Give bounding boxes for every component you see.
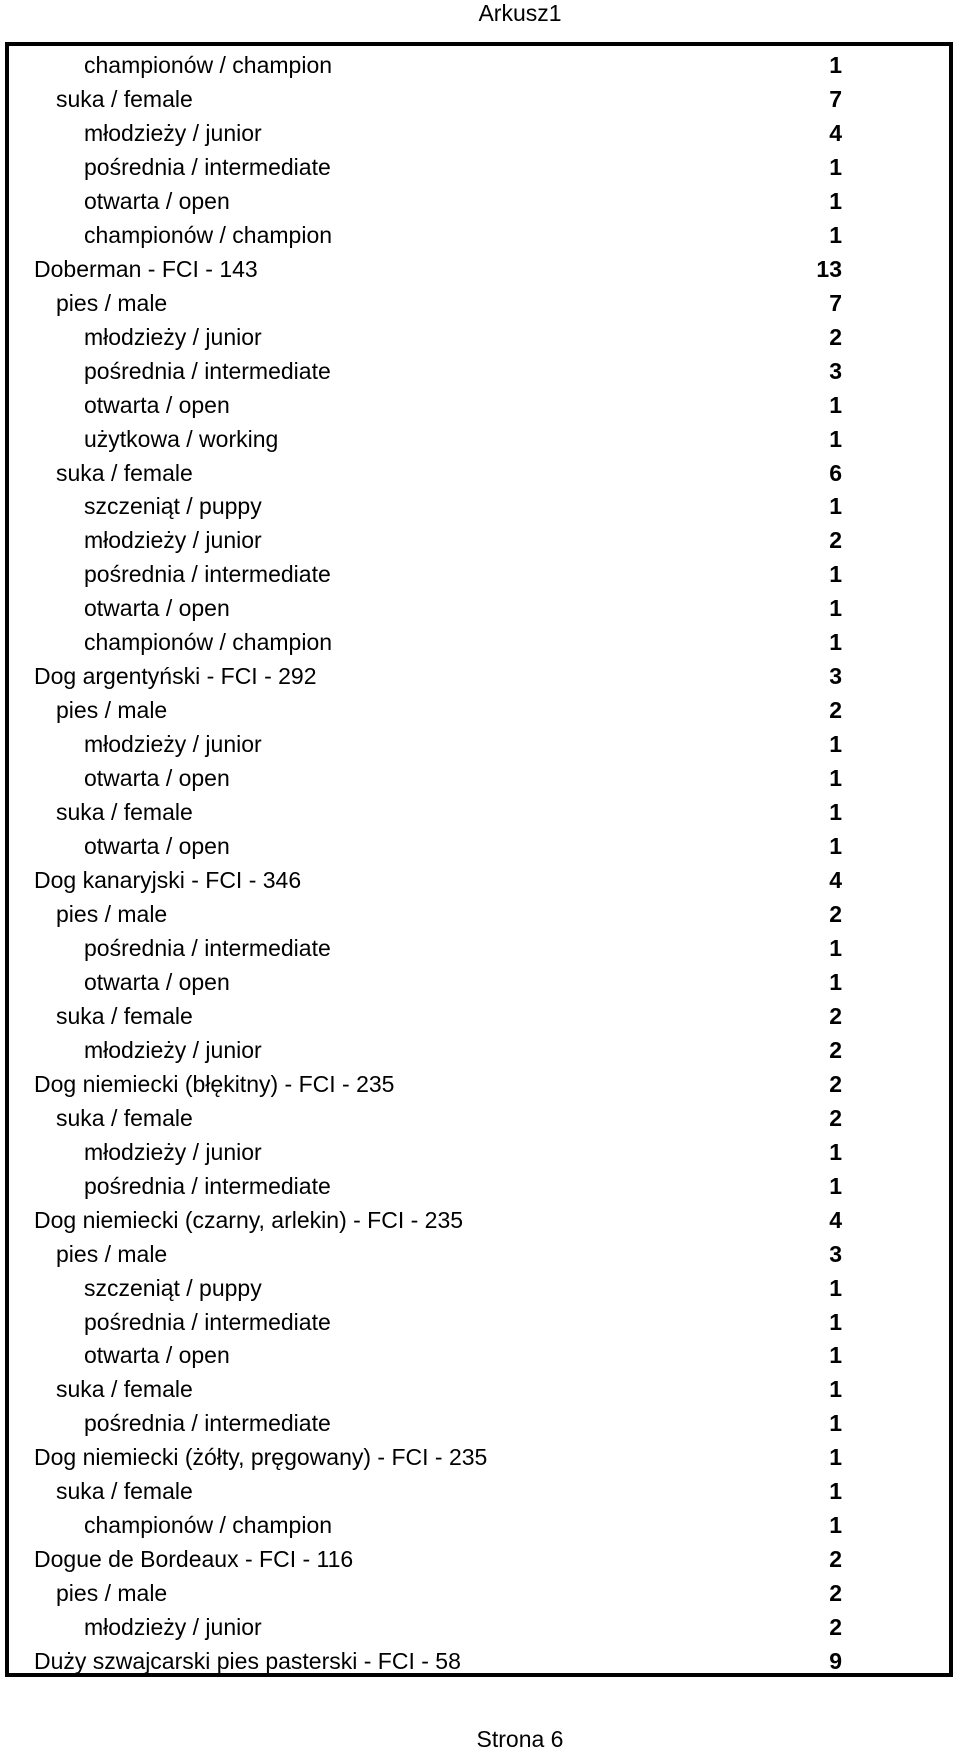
table-row [9, 1610, 949, 1644]
table-row [9, 286, 949, 320]
count-value: 1 [829, 595, 842, 622]
count-value: 1 [829, 1274, 842, 1301]
count-value: 3 [829, 1240, 842, 1267]
class-label: otwarta / open [84, 595, 230, 622]
table-row [9, 1271, 949, 1305]
table-row [9, 1203, 949, 1237]
sex-label: suka / female [56, 799, 193, 826]
table-row [9, 523, 949, 557]
table-row [9, 218, 949, 252]
table-row [9, 184, 949, 218]
class-label: otwarta / open [84, 968, 230, 995]
table-row [9, 965, 949, 999]
table-row [9, 456, 949, 490]
count-value: 9 [829, 1648, 842, 1675]
table-row [9, 897, 949, 931]
count-value: 2 [829, 1036, 842, 1063]
sex-label: suka / female [56, 1104, 193, 1131]
sex-label: suka / female [56, 1376, 193, 1403]
count-value: 1 [829, 1512, 842, 1539]
count-value: 1 [829, 1410, 842, 1437]
count-value: 6 [829, 459, 842, 486]
table-row [9, 931, 949, 965]
count-value: 2 [829, 323, 842, 350]
count-value: 1 [829, 391, 842, 418]
page-footer: Strona 6 [476, 1726, 564, 1752]
count-value: 1 [829, 1172, 842, 1199]
count-value: 1 [829, 1376, 842, 1403]
count-value: 1 [829, 934, 842, 961]
class-label: pośrednia / intermediate [84, 1410, 331, 1437]
count-value: 2 [829, 901, 842, 927]
count-value: 1 [829, 765, 842, 792]
class-label: otwarta / open [84, 833, 230, 860]
breed-label: Dog argentyński - FCI - 292 [34, 663, 317, 690]
sex-label: pies / male [56, 289, 168, 316]
count-value: 2 [829, 1546, 842, 1573]
sex-label: pies / male [56, 1240, 168, 1267]
table-row [9, 795, 949, 829]
table-row [9, 1542, 949, 1576]
table-row [9, 82, 949, 116]
class-label: pośrednia / intermediate [84, 1308, 331, 1335]
count-value: 4 [829, 119, 842, 146]
class-label: championów / champion [84, 1512, 333, 1539]
table-row [9, 354, 949, 388]
count-value: 1 [829, 221, 842, 248]
class-label: pośrednia / intermediate [84, 153, 331, 180]
table-row [9, 252, 949, 286]
class-label: młodzieży / junior [84, 527, 262, 554]
count-value: 1 [829, 833, 842, 860]
table-row [9, 727, 949, 761]
table-row [9, 625, 949, 659]
sex-label: pies / male [56, 1580, 168, 1607]
class-label: championów / champion [84, 52, 333, 78]
table-row [9, 1135, 949, 1169]
class-label: użytkowa / working [84, 425, 279, 452]
breed-label: Dog kanaryjski - FCI - 346 [34, 867, 302, 894]
table-row [9, 591, 949, 625]
count-value: 1 [829, 1308, 842, 1335]
table-row [9, 1338, 949, 1372]
table-row [9, 1644, 949, 1678]
sex-label: suka / female [56, 1478, 193, 1505]
class-label: pośrednia / intermediate [84, 934, 331, 961]
table-row [9, 150, 949, 184]
table-row [9, 761, 949, 795]
count-value: 1 [829, 1444, 842, 1471]
count-value: 1 [829, 187, 842, 214]
count-value: 1 [829, 1342, 842, 1369]
sheet-title: Arkusz1 [478, 0, 562, 26]
class-label: otwarta / open [84, 765, 230, 792]
count-value: 1 [829, 799, 842, 826]
count-value: 2 [829, 1104, 842, 1131]
table-row [9, 999, 949, 1033]
class-label: pośrednia / intermediate [84, 1172, 331, 1199]
table-row [9, 422, 949, 456]
count-value: 1 [829, 968, 842, 995]
count-value: 2 [829, 1070, 842, 1097]
class-label: otwarta / open [84, 187, 230, 214]
table-row [9, 48, 949, 82]
breed-label: Dogue de Bordeaux - FCI - 116 [34, 1546, 354, 1573]
count-value: 1 [829, 153, 842, 180]
count-value: 4 [829, 867, 842, 894]
table-row [9, 557, 949, 591]
count-value: 13 [816, 255, 842, 282]
sex-label: pies / male [56, 901, 168, 927]
count-value: 7 [829, 289, 842, 316]
count-value: 2 [829, 527, 842, 554]
class-label: championów / champion [84, 629, 333, 656]
count-value: 1 [829, 425, 842, 452]
breed-label: Dog niemiecki (żółty, pręgowany) - FCI - 235 [34, 1444, 488, 1471]
table-row [9, 1169, 949, 1203]
count-value: 1 [829, 1138, 842, 1165]
table-row [9, 1576, 949, 1610]
class-label: pośrednia / intermediate [84, 561, 331, 588]
table-row [9, 489, 949, 523]
table-row [9, 1508, 949, 1542]
count-value: 1 [829, 731, 842, 758]
class-label: młodzieży / junior [84, 1138, 262, 1165]
count-value: 3 [829, 357, 842, 384]
class-label: młodzieży / junior [84, 119, 262, 146]
class-label: szczeniąt / puppy [84, 1274, 262, 1301]
breed-label: Dog niemiecki (błękitny) - FCI - 235 [34, 1070, 395, 1097]
table-row [9, 1237, 949, 1271]
breed-label: Duży szwajcarski pies pasterski - FCI - 58 [34, 1648, 461, 1675]
table-row [9, 1474, 949, 1508]
class-label: otwarta / open [84, 1342, 230, 1369]
table-row [9, 659, 949, 693]
table-row [9, 829, 949, 863]
results-table [5, 42, 953, 1677]
table-row [9, 1406, 949, 1440]
table-row [9, 1101, 949, 1135]
table-row [9, 116, 949, 150]
count-value: 2 [829, 1002, 842, 1029]
table-row [9, 1440, 949, 1474]
class-label: młodzieży / junior [84, 1036, 262, 1063]
count-value: 2 [829, 697, 842, 724]
class-label: młodzieży / junior [84, 1614, 262, 1641]
breed-label: Doberman - FCI - 143 [34, 255, 258, 282]
sex-label: suka / female [56, 85, 193, 112]
sex-label: pies / male [56, 697, 168, 724]
count-value: 1 [829, 493, 842, 520]
count-value: 4 [829, 1206, 842, 1233]
count-value: 7 [829, 85, 842, 112]
table-row [9, 1305, 949, 1339]
table-row [9, 863, 949, 897]
sex-label: suka / female [56, 1002, 193, 1029]
count-value: 1 [829, 52, 842, 78]
table-row [9, 693, 949, 727]
sex-label: suka / female [56, 459, 193, 486]
count-value: 3 [829, 663, 842, 690]
class-label: młodzieży / junior [84, 731, 262, 758]
table-row [9, 1033, 949, 1067]
table-row [9, 1067, 949, 1101]
class-label: championów / champion [84, 221, 333, 248]
table-row [9, 1372, 949, 1406]
count-value: 2 [829, 1614, 842, 1641]
count-value: 1 [829, 1478, 842, 1505]
class-label: otwarta / open [84, 391, 230, 418]
count-value: 1 [829, 629, 842, 656]
table-row [9, 320, 949, 354]
count-value: 2 [829, 1580, 842, 1607]
count-value: 1 [829, 561, 842, 588]
breed-label: Dog niemiecki (czarny, arlekin) - FCI - 235 [34, 1206, 464, 1233]
class-label: młodzieży / junior [84, 323, 262, 350]
table-row [9, 388, 949, 422]
class-label: szczeniąt / puppy [84, 493, 262, 520]
class-label: pośrednia / intermediate [84, 357, 331, 384]
